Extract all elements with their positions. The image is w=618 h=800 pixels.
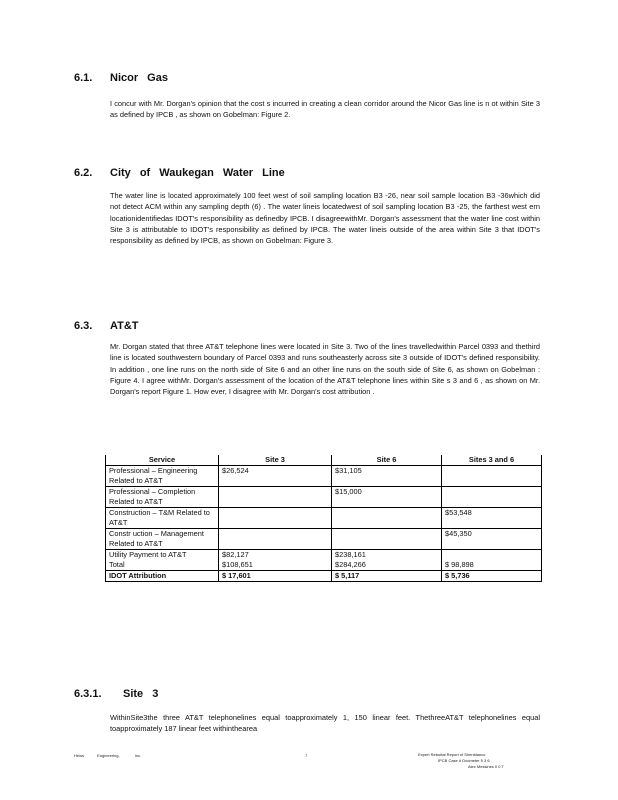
site6-cell — [332, 529, 442, 550]
service-cell: Professional – Completion Related to AT&T — [106, 487, 219, 508]
section-paragraph — [110, 190, 540, 246]
site6-cell — [332, 508, 442, 529]
both-cell — [442, 466, 542, 487]
site3-cell — [219, 529, 332, 550]
total-site6: $284,266 — [335, 560, 366, 569]
header-service: Service — [106, 455, 219, 466]
section-number: 6.1. — [74, 72, 93, 84]
site6-value: $238,161 — [335, 550, 366, 559]
idot-label: IDOT Attribution — [106, 571, 219, 582]
site6-cell — [332, 550, 442, 571]
section-title: Site 3 — [123, 688, 159, 700]
section-paragraph — [110, 341, 540, 397]
total-site3: $108,651 — [222, 560, 253, 569]
site6-cell: $31,105 — [332, 466, 442, 487]
header-site6: Site 6 — [332, 455, 442, 466]
service-cell: Constr uction – Management Related to AT&T — [106, 529, 219, 550]
site3-cell — [219, 487, 332, 508]
both-cell: $53,548 — [442, 508, 542, 529]
service-cell — [106, 550, 219, 571]
paragraph-text: Mr. Dorgan stated that three AT&T telephone lines were located in Site 3. Two of the lines travelledwithin Parcel 0393 and thethird line is located southwestern boundary of Parcel 0393 and runs southeasterly across site 3 outside of IDOT's defined responsibility. In addition , one line runs on the north side of Site 6 and an other line runs on the south side of Site 6, as shown on Gobelman : Figure 4. I agree withMr. Dorgan's assessment of the location of the AT&T telephone lines within Site s 3 and 6 , as shown on Mr. Dorgan's report Figure 1. How ever, I disagree with Mr. Dorgan's cost attribution . — [110, 342, 540, 397]
table-header-row — [106, 455, 542, 466]
service-cell: Construction – T&M Related to AT&T — [106, 508, 219, 529]
table-row — [106, 529, 542, 550]
paragraph-text: I concur with Mr. Dorgan's opinion that the cost s incurred in creating a clean corridor around the Nicor Gas line is n ot within Site 3 as defined by IPCB , as shown on Gobelman: Figure 2. — [110, 99, 540, 120]
footer-right-line1: Expert Rebuttal Report of Shenblanco — [418, 752, 486, 757]
paragraph-text: WithinSite3the three AT&T telephonelines equal toapproximately 1, 150 linear feet. ThethreeAT&T telephonelines equal toapproximately 187 linear feet withinthearea — [110, 713, 540, 734]
idot-site3: $ 17,601 — [219, 571, 332, 582]
footer-right-line2: IPCB Case # Docmeter 5 3 6 — [438, 758, 490, 763]
both-cell — [442, 487, 542, 508]
paragraph-text: The water line is located approximately 100 feet west of soil sampling location B3 -26, near soil sample location B3 -36which did not detect ACM within any sampling depth (6) . The water lineis locatedwest of soil sampling location B3 -25, the farthest west ern locationidentifiedas IDOT's responsibility as definedby IPCB. I disagreewithMr. Dorgan's assessment that the water line cost within Site 3 is attributable to IDOT's responsibility as defined by IPCB. The water lineis outside of the area within Site 3 that IDOT's responsibility as defined by IPCB, as shown on Gobelman: Figure 3. — [110, 191, 540, 246]
section-number: 6.2. — [74, 167, 93, 179]
both-cell: $45,350 — [442, 529, 542, 550]
site3-value: $82,127 — [222, 550, 249, 559]
site3-cell — [219, 550, 332, 571]
section-number: 6.3. — [74, 320, 93, 332]
section-paragraph — [110, 98, 540, 121]
section-paragraph — [110, 712, 540, 735]
idot-both: $ 5,736 — [442, 571, 542, 582]
footer-company: Heiss — [74, 753, 85, 758]
table-row — [106, 550, 542, 571]
footer-right-line3: Alec Messines 0 0 T — [468, 764, 504, 769]
site3-cell — [219, 508, 332, 529]
section-title: Nicor Gas — [110, 72, 168, 84]
site6-cell: $15,000 — [332, 487, 442, 508]
total-both: $ 98,898 — [445, 560, 474, 569]
service-cell: Professional – Engineering Related to AT&T — [106, 466, 219, 487]
header-site3: Site 3 — [219, 455, 332, 466]
site3-cell: $26,524 — [219, 466, 332, 487]
idot-attribution-row — [106, 571, 542, 582]
table-row — [106, 508, 542, 529]
section-number: 6.3.1. — [74, 688, 102, 700]
table-row — [106, 466, 542, 487]
idot-site6: $ 5,117 — [332, 571, 442, 582]
footer-right — [418, 752, 548, 770]
section-title: City of Waukegan Water Line — [110, 167, 285, 179]
header-sites-3-and-6: Sites 3 and 6 — [442, 455, 542, 466]
footer-company-3: Inc. — [134, 753, 142, 758]
total-label: Total — [109, 560, 125, 569]
section-title: AT&T — [110, 320, 139, 332]
page-number: 7 — [305, 753, 308, 758]
both-value — [445, 550, 538, 560]
footer-company-2: Engineering, — [97, 753, 120, 758]
service-label: Utility Payment to AT&T — [109, 550, 187, 559]
cost-attribution-table — [105, 455, 542, 582]
table-row — [106, 487, 542, 508]
footer-left — [74, 753, 141, 759]
both-cell — [442, 550, 542, 571]
